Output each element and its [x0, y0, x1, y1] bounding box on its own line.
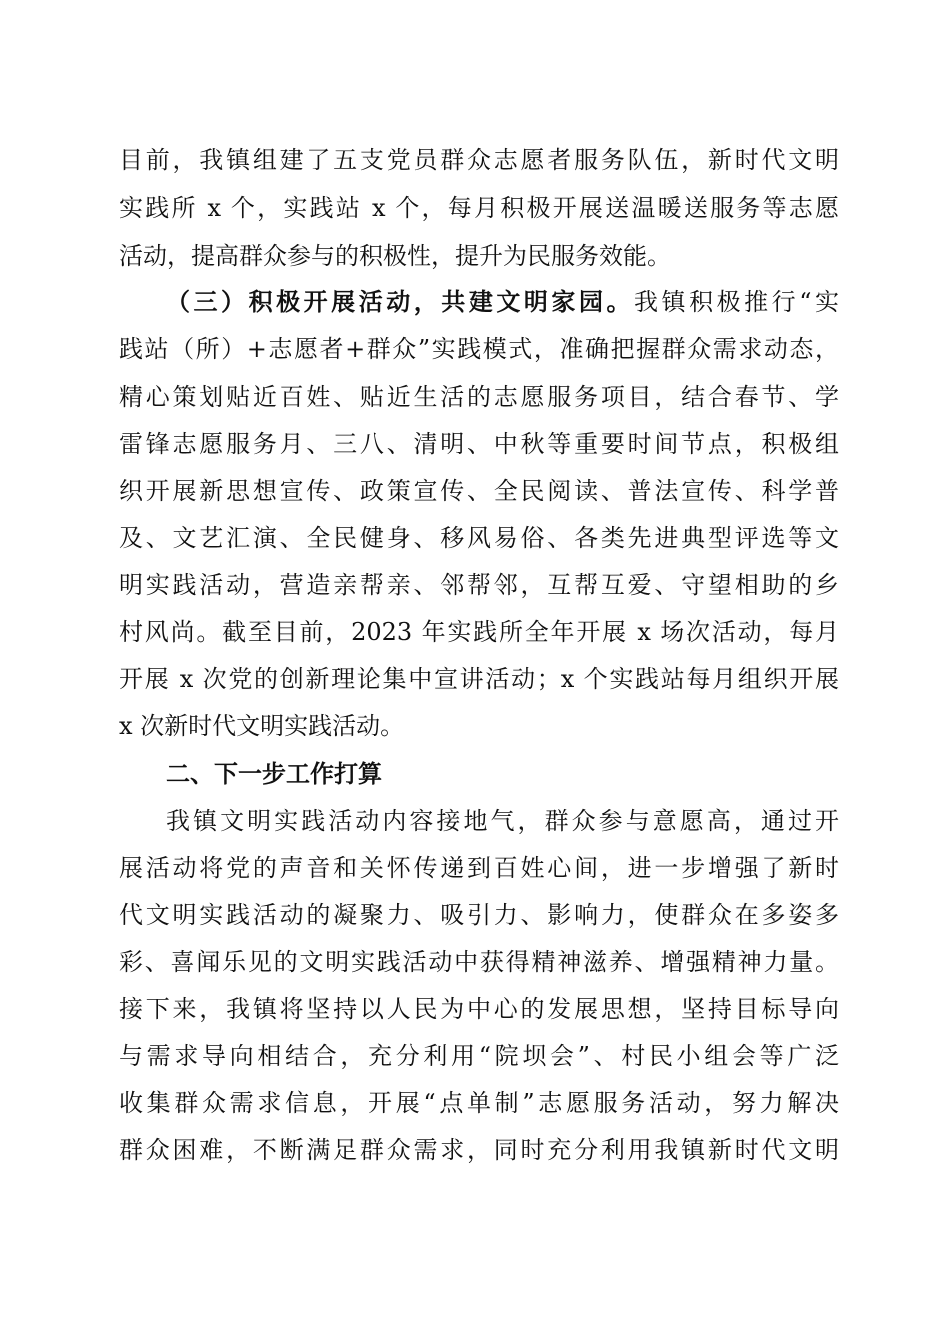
paragraph-2-line-6: 及、文艺汇演、全民健身、移风易俗、各类先进典型评选等文 — [119, 524, 839, 552]
paragraph-3-line-4: 彩、喜闻乐见的文明实践活动中获得精神滋养、增强精神力量。 — [119, 948, 839, 976]
paragraph-2-line-7: 明实践活动，营造亲帮亲、邻帮邻，互帮互爱、守望相助的乡 — [119, 571, 839, 599]
paragraph-1-line-1: 目前，我镇组建了五支党员群众志愿者服务队伍，新时代文明 — [119, 146, 839, 174]
paragraph-3-line-6: 与需求导向相结合，充分利用“院坝会”、村民小组会等广泛 — [119, 1042, 839, 1070]
paragraph-1-line-3: 活动，提高群众参与的积极性，提升为民服务效能。 — [119, 242, 671, 270]
paragraph-2-line-2: 践站（所）+志愿者+群众”实践模式，准确把握群众需求动态， — [119, 335, 839, 363]
paragraph-2-line-3: 精心策划贴近百姓、贴近生活的志愿服务项目，结合春节、学 — [119, 383, 839, 411]
section-heading: 二、下一步工作打算 — [166, 760, 382, 788]
paragraph-1-line-2: 实践所 x 个，实践站 x 个，每月积极开展送温暖送服务等志愿 — [119, 194, 839, 222]
paragraph-3-line-3: 代文明实践活动的凝聚力、吸引力、影响力，使群众在多姿多 — [119, 901, 839, 929]
paragraph-3-line-7: 收集群众需求信息，开展“点单制”志愿服务活动，努力解决 — [119, 1089, 839, 1117]
paragraph-2-line-1-rest: 我镇积极推行“实 — [634, 288, 839, 316]
paragraph-2-line-8: 村风尚。截至目前，2023 年实践所全年开展 x 场次活动，每月 — [119, 618, 839, 646]
paragraph-2-line-5: 织开展新思想宣传、政策宣传、全民阅读、普法宣传、科学普 — [119, 477, 839, 505]
paragraph-3-line-2: 展活动将党的声音和关怀传递到百姓心间，进一步增强了新时 — [119, 854, 839, 882]
paragraph-2-line-4: 雷锋志愿服务月、三八、清明、中秋等重要时间节点，积极组 — [119, 430, 839, 458]
paragraph-3-line-8: 群众困难，不断满足群众需求，同时充分利用我镇新时代文明 — [119, 1136, 839, 1164]
paragraph-2-line-10: x 次新时代文明实践活动。 — [119, 712, 405, 740]
paragraph-2-lead-heading: （三）积极开展活动，共建文明家园。 — [166, 287, 635, 316]
paragraph-2-line-9: 开展 x 次党的创新理论集中宣讲活动；x 个实践站每月组织开展 — [119, 665, 839, 693]
paragraph-3-line-5: 接下来，我镇将坚持以人民为中心的发展思想，坚持目标导向 — [119, 995, 839, 1023]
paragraph-3-line-1: 我镇文明实践活动内容接地气，群众参与意愿高，通过开 — [166, 807, 839, 835]
paragraph-2-line-1 — [166, 282, 839, 322]
